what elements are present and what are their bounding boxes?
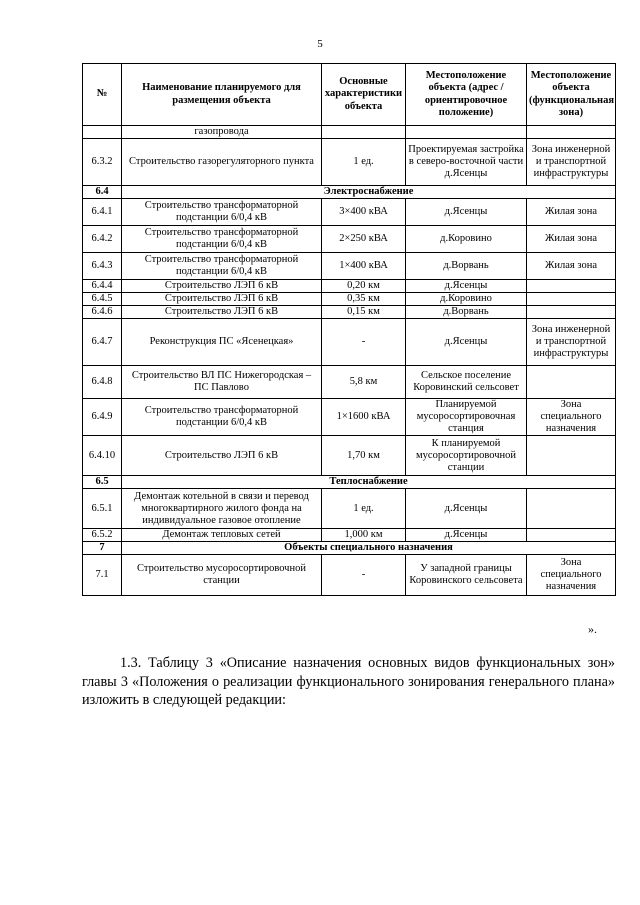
table-row xyxy=(83,139,616,186)
cell-location-zone xyxy=(527,306,616,319)
cell-characteristics: 0,35 км xyxy=(322,293,406,306)
header-characteristics: Основные характеристики объекта xyxy=(322,64,406,126)
cell-location-zone: Жилая зона xyxy=(527,226,616,253)
cell-location-address: д.Ясенцы xyxy=(406,529,527,542)
cell-number: 6.4.2 xyxy=(83,226,122,253)
cell-object-name: Реконструкция ПС «Ясенецкая» xyxy=(122,319,322,366)
amendment-paragraph: 1.3. Таблицу 3 «Описание назначения основных видов функциональных зон» главы 3 «Положения о реализации функционального зонирования генерального плана» изложить в следующей редакции: xyxy=(82,655,615,708)
cell-object-name: Строительство ЛЭП 6 кВ xyxy=(122,280,322,293)
cell-characteristics: - xyxy=(322,319,406,366)
cell-location-address: д.Ясенцы xyxy=(406,489,527,529)
table-row xyxy=(83,253,616,280)
cell-location-zone xyxy=(527,436,616,476)
cell-location-address: д.Ясенцы xyxy=(406,319,527,366)
section-row xyxy=(83,542,616,555)
cell-characteristics: - xyxy=(322,555,406,596)
cell-characteristics: 0,20 км xyxy=(322,280,406,293)
cell-location-address: д.Коровино xyxy=(406,293,527,306)
continuation-row xyxy=(83,126,616,139)
cell-object-name: Строительство трансформаторной подстанции 6/0,4 кВ xyxy=(122,226,322,253)
cell-characteristics: 1,000 км xyxy=(322,529,406,542)
table-row xyxy=(83,489,616,529)
cell-location-address: д.Коровино xyxy=(406,226,527,253)
cell-object-name: Демонтаж котельной в связи и перевод многоквартирного жилого фонда на индивидуальное газовое отопление xyxy=(122,489,322,529)
section-title: Электроснабжение xyxy=(122,186,616,199)
cell-location-address: Проектируемая застройка в северо-восточной части д.Ясенцы xyxy=(406,139,527,186)
cell-number: 7.1 xyxy=(83,555,122,596)
cell-location-address: К планируемой мусоросортировочной станции xyxy=(406,436,527,476)
table-row xyxy=(83,436,616,476)
cell-characteristics xyxy=(322,126,406,139)
cell-object-name: Строительство ЛЭП 6 кВ xyxy=(122,293,322,306)
cell-number: 6.4.1 xyxy=(83,199,122,226)
cell-characteristics: 1 ед. xyxy=(322,139,406,186)
cell-object-name: Строительство газорегуляторного пункта xyxy=(122,139,322,186)
header-location-address: Местоположение объекта (адрес / ориентировочное положение) xyxy=(406,64,527,126)
section-number: 6.4 xyxy=(83,186,122,199)
cell-number: 6.4.7 xyxy=(83,319,122,366)
cell-characteristics: 2×250 кВА xyxy=(322,226,406,253)
cell-object-name: Строительство ЛЭП 6 кВ xyxy=(122,436,322,476)
cell-number: 6.5.2 xyxy=(83,529,122,542)
cell-number: 6.4.9 xyxy=(83,399,122,436)
section-row xyxy=(83,186,616,199)
header-location-zone: Местоположение объекта (функциональная зона) xyxy=(527,64,616,126)
section-row xyxy=(83,476,616,489)
closing-quote-mark: ». xyxy=(588,622,597,636)
cell-characteristics: 1 ед. xyxy=(322,489,406,529)
cell-location-address xyxy=(406,126,527,139)
cell-location-address: д.Ворвань xyxy=(406,306,527,319)
table-row xyxy=(83,319,616,366)
cell-location-address: д.Ясенцы xyxy=(406,199,527,226)
cell-number: 6.4.10 xyxy=(83,436,122,476)
cell-location-address: Планируемой мусоросортировочная станция xyxy=(406,399,527,436)
cell-number: 6.4.4 xyxy=(83,280,122,293)
section-number: 7 xyxy=(83,542,122,555)
cell-location-zone xyxy=(527,529,616,542)
cell-characteristics: 1,70 км xyxy=(322,436,406,476)
cell-number: 6.4.3 xyxy=(83,253,122,280)
table-row xyxy=(83,199,616,226)
cell-location-address: д.Ворвань xyxy=(406,253,527,280)
cell-characteristics: 0,15 км xyxy=(322,306,406,319)
cell-characteristics: 1×1600 кВА xyxy=(322,399,406,436)
table-row xyxy=(83,529,616,542)
header-number: № xyxy=(83,64,122,126)
table-body xyxy=(83,126,616,596)
cell-location-address: Сельское поселение Коровинский сельсовет xyxy=(406,366,527,399)
section-title: Теплоснабжение xyxy=(122,476,616,489)
table-header-row xyxy=(83,64,616,126)
table-row xyxy=(83,306,616,319)
cell-number: 6.4.8 xyxy=(83,366,122,399)
table-row xyxy=(83,226,616,253)
section-number: 6.5 xyxy=(83,476,122,489)
cell-location-zone xyxy=(527,280,616,293)
cell-location-zone xyxy=(527,126,616,139)
cell-location-zone: Зона специального назначения xyxy=(527,555,616,596)
cell-object-name: Строительство трансформаторной подстанции 6/0,4 кВ xyxy=(122,199,322,226)
header-object-name: Наименование планируемого для размещения объекта xyxy=(122,64,322,126)
cell-number xyxy=(83,126,122,139)
cell-number: 6.4.6 xyxy=(83,306,122,319)
cell-number: 6.3.2 xyxy=(83,139,122,186)
cell-location-zone: Зона инженерной и транспортной инфраструктуры xyxy=(527,139,616,186)
cell-object-name: Строительство мусоросортировочной станции xyxy=(122,555,322,596)
table-row xyxy=(83,280,616,293)
planned-objects-table xyxy=(82,63,616,596)
cell-location-zone: Зона инженерной и транспортной инфраструктуры xyxy=(527,319,616,366)
cell-number: 6.4.5 xyxy=(83,293,122,306)
cell-location-zone: Зона специального назначения xyxy=(527,399,616,436)
table-row xyxy=(83,555,616,596)
table-row xyxy=(83,293,616,306)
cell-characteristics: 1×400 кВА xyxy=(322,253,406,280)
cell-location-address: д.Ясенцы xyxy=(406,280,527,293)
cell-location-address: У западной границы Коровинского сельсовета xyxy=(406,555,527,596)
cell-characteristics: 5,8 км xyxy=(322,366,406,399)
table-row xyxy=(83,366,616,399)
cell-location-zone: Жилая зона xyxy=(527,199,616,226)
cell-object-name: Строительство ЛЭП 6 кВ xyxy=(122,306,322,319)
section-title: Объекты специального назначения xyxy=(122,542,616,555)
cell-number: 6.5.1 xyxy=(83,489,122,529)
table-row xyxy=(83,399,616,436)
cell-location-zone xyxy=(527,366,616,399)
cell-characteristics: 3×400 кВА xyxy=(322,199,406,226)
cell-object-name: Демонтаж тепловых сетей xyxy=(122,529,322,542)
cell-object-name: Строительство ВЛ ПС Нижегородская – ПС Павлово xyxy=(122,366,322,399)
page-number: 5 xyxy=(317,38,323,50)
cell-location-zone xyxy=(527,293,616,306)
cell-location-zone xyxy=(527,489,616,529)
cell-location-zone: Жилая зона xyxy=(527,253,616,280)
cell-object-name: газопровода xyxy=(122,126,322,139)
cell-object-name: Строительство трансформаторной подстанции 6/0,4 кВ xyxy=(122,399,322,436)
cell-object-name: Строительство трансформаторной подстанции 6/0,4 кВ xyxy=(122,253,322,280)
